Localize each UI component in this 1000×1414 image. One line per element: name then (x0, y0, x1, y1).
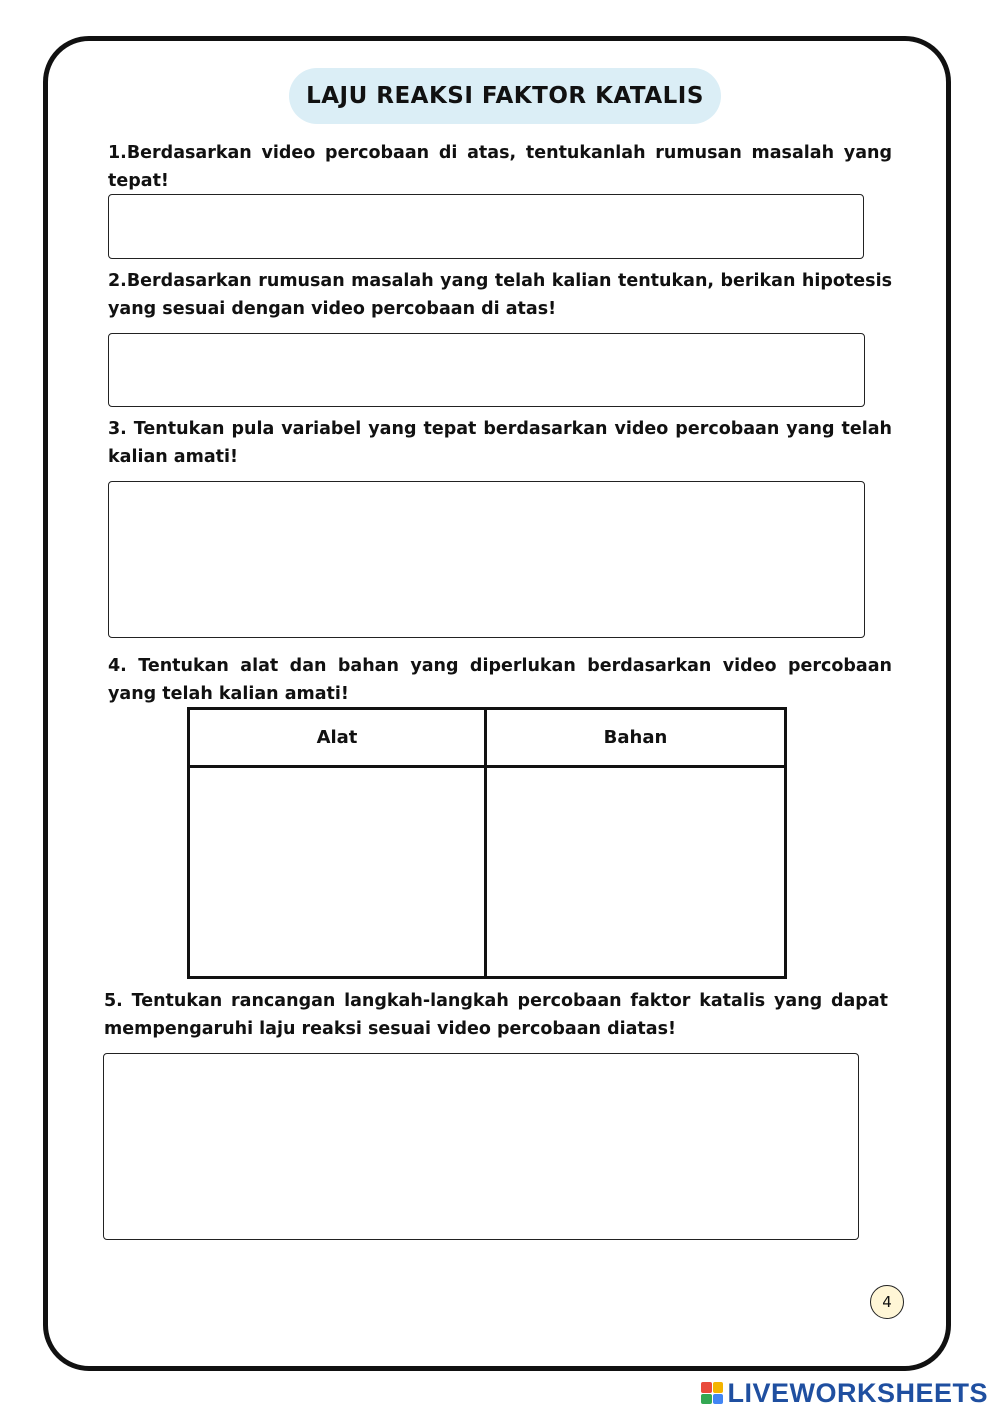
brand-text: LIVEWORKSHEETS (727, 1377, 988, 1408)
table-header-alat: Alat (190, 710, 487, 768)
question-5: 5. Tentukan rancangan langkah-langkah percobaan faktor katalis yang dapat mempengaruhi laju reaksi sesuai video percobaan diatas! (104, 991, 888, 1039)
answer-box-3[interactable] (108, 481, 865, 638)
liveworksheets-brand (701, 1378, 988, 1408)
answer-box-2[interactable] (108, 333, 865, 407)
tools-materials-table (187, 707, 787, 979)
question-2: 2.Berdasarkan rumusan masalah yang telah kalian tentukan, berikan hipotesis yang sesuai dengan video percobaan di atas! (108, 271, 892, 319)
table-cell-bahan[interactable] (487, 768, 784, 976)
question-1: 1.Berdasarkan video percobaan di atas, tentukanlah rumusan masalah yang tepat! (108, 143, 892, 191)
answer-box-1[interactable] (108, 194, 864, 259)
question-3: 3. Tentukan pula variabel yang tepat berdasarkan video percobaan yang telah kalian amati! (108, 419, 892, 467)
table-cell-alat[interactable] (190, 768, 487, 976)
answer-box-5[interactable] (103, 1053, 859, 1240)
question-4: 4. Tentukan alat dan bahan yang diperlukan berdasarkan video percobaan yang telah kalian amati! (108, 656, 892, 704)
page-number-badge: 4 (870, 1285, 904, 1319)
liveworksheets-logo-icon (701, 1382, 723, 1404)
page-title: LAJU REAKSI FAKTOR KATALIS (289, 68, 721, 124)
table-header-bahan: Bahan (487, 710, 784, 768)
